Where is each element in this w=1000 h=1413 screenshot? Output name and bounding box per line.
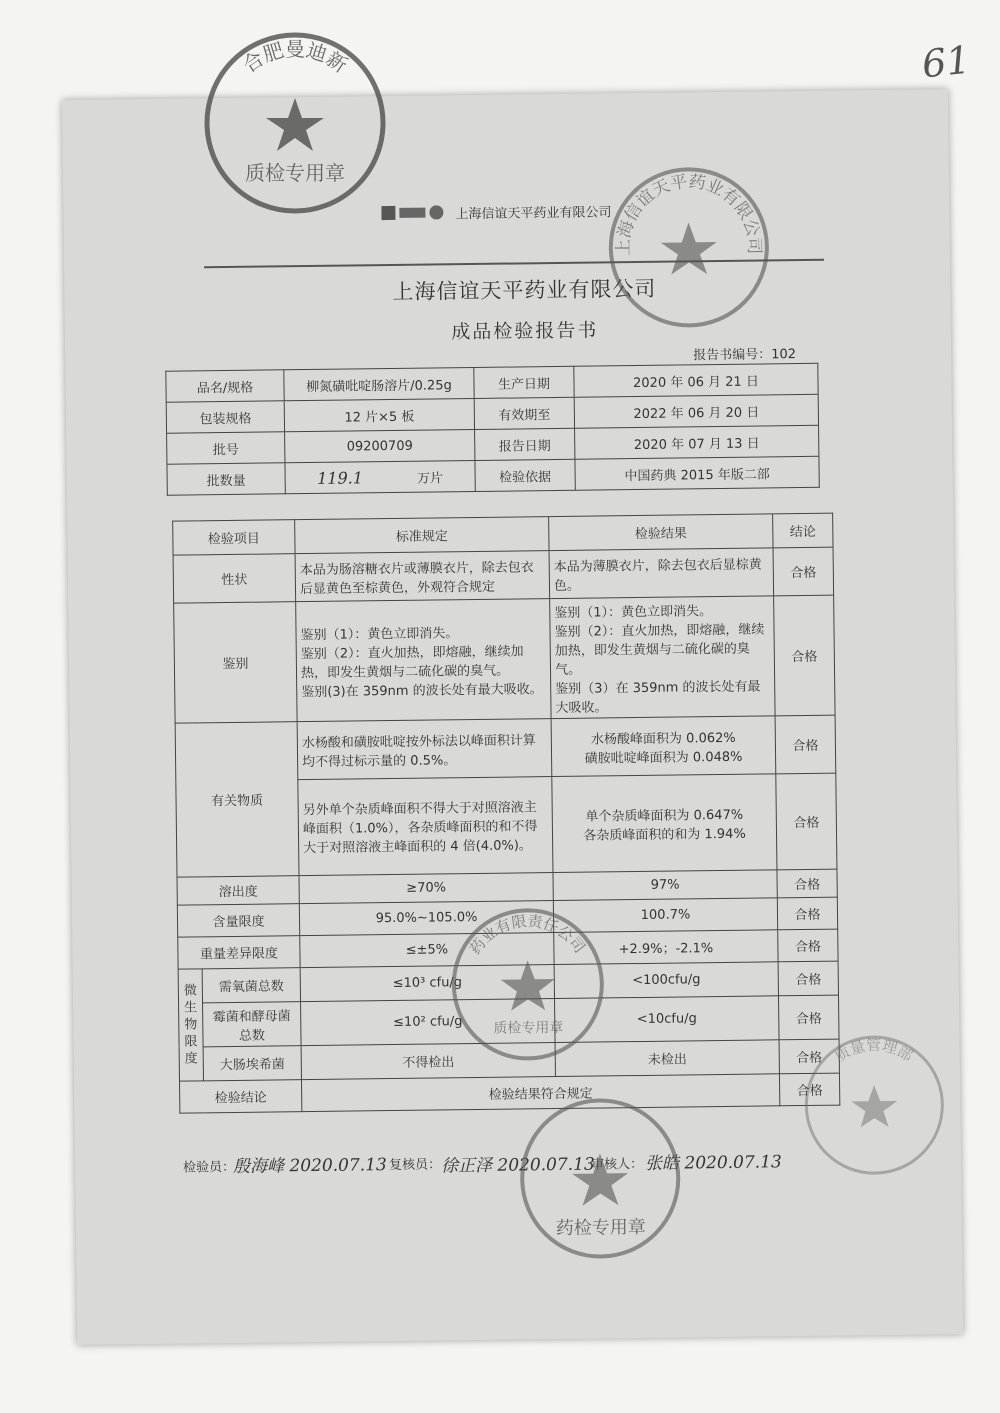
test-standard: 不得检出 (301, 1043, 555, 1080)
test-standard: ≥70% (299, 873, 553, 904)
report-number: 报告书编号：102 (693, 347, 797, 364)
seal-text: 上海信谊天平药业有限公司 (613, 171, 765, 257)
test-result: <100cfu/g (554, 962, 778, 999)
test-conclusion: 合格 (778, 961, 838, 996)
header-standard: 标准规定 (295, 517, 549, 554)
drug-inspection-stamp (514, 1092, 686, 1264)
reviewer-label: 复核员： (388, 1157, 442, 1174)
info-value: 中国药典 2015 年版二部 (575, 456, 819, 490)
standard-line: 鉴别(3)在 359nm 的波长处有最大吸收。 (301, 681, 543, 700)
test-conclusion: 合格 (776, 773, 837, 870)
info-value: 09200709 (285, 429, 475, 462)
test-result: 97% (553, 870, 777, 901)
test-standard: 另外单个杂质峰面积不得大于对照溶液主峰面积（1.0%），各杂质峰面积的和不得大于对照溶液主峰面积的 4 倍(4.0%)。 (298, 777, 553, 876)
result-line: 各杂质峰面积的和为 1.94% (583, 826, 746, 844)
test-result (552, 774, 777, 873)
test-result (550, 596, 775, 719)
info-value: 12 片×5 板 (284, 398, 474, 431)
test-standard: 水杨酸和磺胺吡啶按外标法以峰面积计算均不得过标示量的 0.5%。 (297, 719, 552, 780)
company-title: 上海信谊天平药业有限公司 (392, 276, 657, 304)
seal-bottom-text: 药检专用章 (555, 1216, 646, 1240)
result-line: 鉴别（3）在 359nm 的波长处有最大吸收。 (555, 679, 761, 716)
test-conclusion: 合格 (777, 869, 837, 898)
info-label: 品名/规格 (166, 370, 284, 402)
test-conclusion: 合格 (778, 929, 838, 962)
test-standard: 95.0%~105.0% (299, 901, 553, 936)
test-result: 100.7% (553, 898, 777, 933)
test-conclusion: 合格 (777, 897, 837, 930)
test-item: 霉菌和酵母菌总数 (203, 1002, 302, 1047)
company-seal-stamp (603, 161, 775, 333)
result-line: 水杨酸峰面积为 0.062% (590, 730, 736, 748)
test-item: 溶出度 (177, 876, 299, 905)
standard-line: 鉴别（1）：黄色立即消失。 (300, 625, 459, 643)
micro-group-char: 微 (183, 983, 197, 999)
document-title: 成品检验报告书 (451, 319, 599, 344)
test-item: 需氧菌总数 (202, 968, 300, 1003)
svg-text:药业有限责任公司 (466, 911, 589, 958)
test-standard: ≤±5% (300, 933, 554, 968)
info-value: 柳氮磺吡啶肠溶片/0.25g (284, 367, 474, 400)
micro-group-char: 生 (183, 1000, 198, 1016)
test-result: +2.9%；-2.1% (554, 930, 778, 965)
approver-label: 审核人： (590, 1156, 644, 1173)
test-conclusion: 合格 (773, 547, 834, 596)
batch-quantity-handwritten: 119.1 (317, 467, 364, 488)
test-item: 鉴别 (174, 602, 297, 723)
info-value: 2020 年 07 月 13 日 (575, 425, 819, 459)
test-item: 检验结论 (179, 1080, 301, 1113)
final-result: 检验结果符合规定 (302, 1074, 780, 1112)
info-value (285, 460, 475, 493)
inspector-label: 检验员： (182, 1159, 236, 1176)
test-result: 本品为薄膜衣片，除去包衣后显棕黄色。 (549, 548, 774, 599)
batch-quantity-unit: 万片 (417, 470, 444, 487)
info-value: 2020 年 06 月 21 日 (574, 363, 818, 397)
info-label: 批号 (167, 432, 285, 464)
seal-text: 药业有限责任公司 (466, 911, 589, 958)
quality-dept-stamp (798, 1029, 950, 1181)
info-label: 包装规格 (166, 401, 284, 433)
top-qc-seal-stamp (200, 28, 390, 218)
test-result: 未检出 (555, 1040, 779, 1077)
result-line: 磺胺吡啶峰面积为 0.048% (584, 749, 743, 767)
test-item: 重量差异限度 (178, 936, 300, 969)
qc-seal-stamp (447, 903, 609, 1065)
test-conclusion: 合格 (774, 595, 835, 716)
company-header-small: 上海信谊天平药业有限公司 (455, 205, 612, 223)
test-standard: 本品为肠溶糖衣片或薄膜衣片，除去包衣后显黄色至棕黄色，外观符合规定 (295, 551, 550, 602)
micro-group-char: 限 (184, 1034, 198, 1050)
seal-text: 质量管理部 (831, 1036, 916, 1066)
standard-line: 鉴别（2）：直火加热，即熔融，继续加热，即发生黄烟与二硫化碳的臭气。 (300, 643, 524, 681)
test-item: 有关物质 (175, 722, 299, 877)
info-label: 报告日期 (475, 428, 575, 460)
header-item: 检验项目 (173, 520, 295, 555)
product-info-table (165, 363, 819, 496)
test-standard: ≤10² cfu/g (301, 999, 556, 1046)
page-number: 61 (919, 37, 973, 87)
info-label: 有效期至 (474, 397, 574, 429)
seal-text: 合肥曼迪新 (238, 36, 352, 78)
test-conclusion: 合格 (779, 1073, 839, 1106)
inspector-signature: 殷海峰 2020.07.13 (232, 1155, 387, 1177)
svg-text:质量管理部 (831, 1036, 916, 1066)
test-item: 大肠埃希菌 (203, 1046, 301, 1081)
test-conclusion: 合格 (775, 715, 836, 774)
micro-group-char: 物 (184, 1017, 198, 1033)
test-item: 性状 (173, 554, 296, 603)
test-standard: ≤10³ cfu/g (300, 965, 554, 1002)
micro-group-label (178, 969, 203, 1081)
micro-group-char: 度 (184, 1051, 198, 1067)
seal-bottom-text: 质检专用章 (493, 1019, 564, 1037)
info-label: 批数量 (167, 463, 285, 495)
test-item: 含量限度 (177, 904, 299, 937)
test-result: <10cfu/g (555, 996, 780, 1043)
result-line: 鉴别（2）：直火加热，即熔融，继续加热，即发生黄烟与二硫化碳的臭气。 (554, 621, 765, 678)
report-paper (62, 89, 963, 1345)
test-standard (296, 599, 551, 722)
test-conclusion: 合格 (779, 1039, 839, 1074)
header-conclusion: 结论 (773, 513, 833, 548)
info-label: 检验依据 (475, 459, 575, 491)
approver-signature: 张皓 2020.07.13 (644, 1152, 782, 1174)
test-conclusion: 合格 (779, 995, 840, 1040)
info-label: 生产日期 (474, 366, 574, 398)
result-line: 单个杂质峰面积为 0.647% (585, 807, 744, 825)
test-result (551, 716, 776, 777)
result-line: 鉴别（1）：黄色立即消失。 (554, 603, 713, 621)
header-result: 检验结果 (549, 514, 773, 551)
reviewer-signature: 徐正泽 2020.07.13 (440, 1154, 595, 1177)
signature-row (182, 1149, 843, 1177)
seal-bottom-text: 质检专用章 (245, 161, 345, 185)
info-value: 2022 年 06 月 20 日 (574, 394, 818, 428)
